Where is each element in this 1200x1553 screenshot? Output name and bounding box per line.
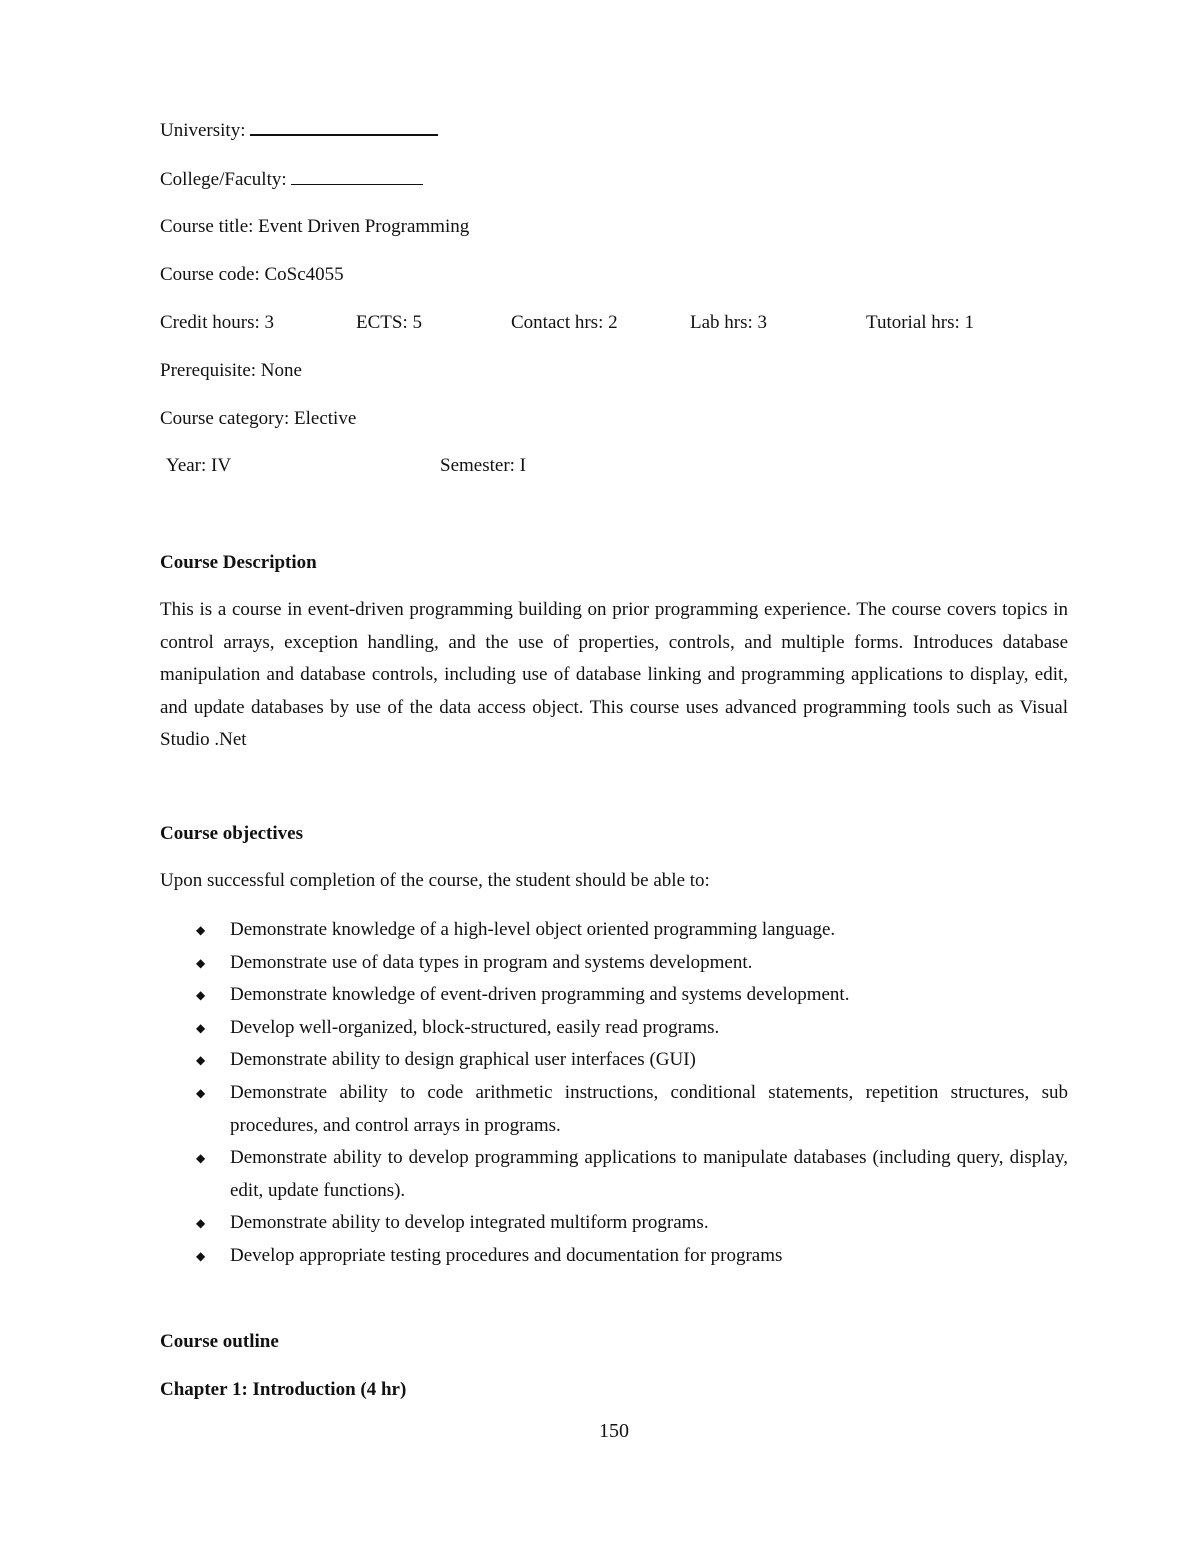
diamond-bullet-icon: ◆: [196, 1151, 206, 1166]
university-label: University:: [160, 120, 246, 141]
list-item: [160, 1240, 1068, 1273]
objective-text: Demonstrate ability to design graphical user interfaces (GUI): [230, 1049, 696, 1071]
objective-text: Develop well-organized, block-structured, easily read programs.: [230, 1016, 720, 1038]
description-text: This is a course in event-driven programming building on prior programming experience. The course covers topics in control arrays, exception handling, and the use of properties, controls, and multiple forms. Introduces database manipulation and database controls, including use of database linking and programming applications to display, edit, and update databases by use of the data access object. This course uses advanced programming tools such as Visual Studio .Net: [160, 599, 1068, 750]
diamond-bullet-icon: ◆: [196, 1216, 206, 1231]
lab-hours: Lab hrs: 3: [690, 312, 768, 333]
objective-text: Demonstrate ability to code arithmetic instructions, conditional statements, repetition structures, sub procedures, and control arrays in programs.: [230, 1081, 1068, 1136]
objectives-list: [160, 914, 1068, 1273]
objective-text: Demonstrate ability to develop programming applications to manipulate databases (including query, display, edit, update functions).: [230, 1147, 1068, 1201]
contact-hours: Contact hrs: 2: [511, 312, 618, 333]
objective-text: Demonstrate use of data types in program and systems development.: [230, 951, 753, 973]
objective-text: Develop appropriate testing procedures and documentation for programs: [230, 1244, 783, 1266]
university-blank: [250, 120, 438, 136]
course-code: Course code: CoSc4055: [160, 264, 344, 285]
diamond-bullet-icon: ◆: [196, 988, 206, 1003]
list-item: [160, 1012, 1068, 1045]
college-label: College/Faculty:: [160, 169, 287, 190]
diamond-bullet-icon: ◆: [196, 1085, 206, 1100]
diamond-bullet-icon: ◆: [196, 1020, 206, 1035]
chapter-1-heading: Chapter 1: Introduction (4 hr): [160, 1379, 407, 1400]
diamond-bullet-icon: ◆: [196, 955, 206, 970]
list-item: [160, 1044, 1068, 1077]
list-item: [160, 947, 1068, 980]
prerequisite: Prerequisite: None: [160, 360, 302, 381]
diamond-bullet-icon: ◆: [196, 923, 206, 937]
description-heading: Course Description: [160, 552, 317, 573]
university-field: [160, 120, 438, 142]
list-item: [160, 914, 1068, 947]
objective-text: Demonstrate knowledge of a high-level object oriented programming language.: [230, 919, 836, 940]
year: Year: IV: [166, 455, 232, 476]
objective-text: Demonstrate knowledge of event-driven programming and systems development.: [230, 984, 850, 1006]
course-category: Course category: Elective: [160, 408, 357, 429]
college-field: [160, 169, 423, 191]
diamond-bullet-icon: ◆: [196, 1053, 206, 1068]
list-item: [160, 1077, 1068, 1142]
objective-text: Demonstrate ability to develop integrated multiform programs.: [230, 1212, 709, 1234]
outline-heading: Course outline: [160, 1331, 279, 1352]
list-item: [160, 1207, 1068, 1240]
list-item: [160, 1142, 1068, 1207]
objectives-heading: Course objectives: [160, 823, 303, 844]
ects: ECTS: 5: [356, 312, 422, 333]
college-blank: [291, 170, 423, 185]
course-title: Course title: Event Driven Programming: [160, 216, 470, 237]
credit-hours: Credit hours: 3: [160, 312, 274, 333]
tutorial-hours: Tutorial hrs: 1: [866, 312, 975, 333]
diamond-bullet-icon: ◆: [196, 1248, 206, 1263]
semester: Semester: I: [440, 455, 527, 476]
objectives-intro: Upon successful completion of the course, the student should be able to:: [160, 870, 710, 891]
page-number: 150: [599, 1420, 629, 1442]
list-item: [160, 979, 1068, 1012]
